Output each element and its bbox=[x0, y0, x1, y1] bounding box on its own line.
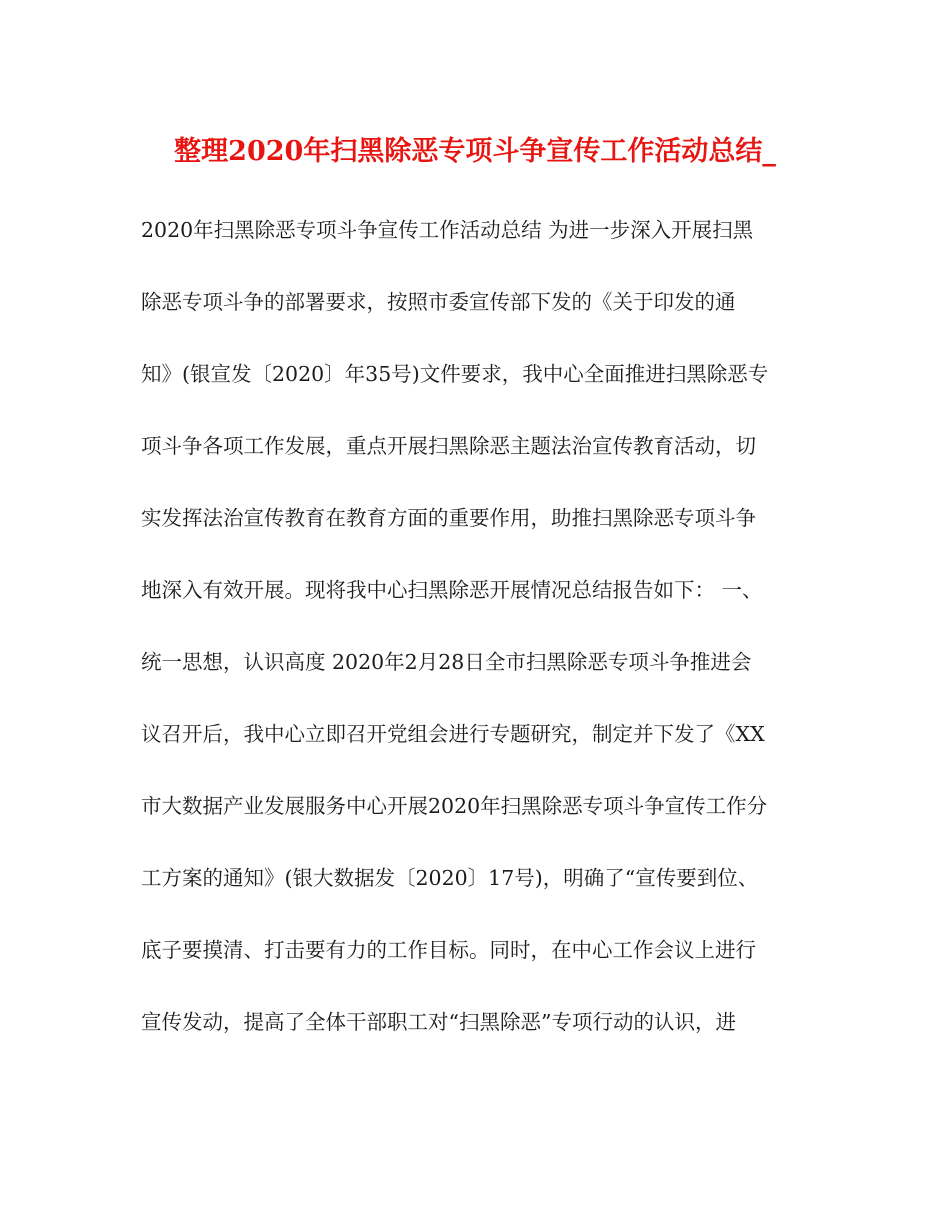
paragraph-line: 工方案的通知》(银大数据发〔2020〕17号)，明确了“宣传要到位、 bbox=[141, 866, 759, 890]
document-title: 整理2020年扫黑除恶专项斗争宣传工作活动总结_ bbox=[174, 136, 776, 167]
paragraph-line: 项斗争各项工作发展，重点开展扫黑除恶主题法治宣传教育活动，切 bbox=[141, 434, 756, 458]
paragraph-line: 议召开后，我中心立即召开党组会进行专题研究，制定并下发了《XX bbox=[141, 722, 765, 746]
paragraph-line: 市大数据产业发展服务中心开展2020年扫黑除恶专项斗争宣传工作分 bbox=[141, 794, 768, 818]
paragraph-line: 统一思想，认识高度 2020年2月28日全市扫黑除恶专项斗争推进会 bbox=[141, 650, 752, 674]
paragraph-line: 2020年扫黑除恶专项斗争宣传工作活动总结 为进一步深入开展扫黑 bbox=[141, 218, 754, 242]
paragraph-line: 知》(银宣发〔2020〕年35号)文件要求，我中心全面推进扫黑除恶专 bbox=[141, 362, 769, 386]
paragraph-line: 宣传发动，提高了全体干部职工对“扫黑除恶”专项行动的认识，进 bbox=[141, 1010, 736, 1034]
paragraph-line: 实发挥法治宣传教育在教育方面的重要作用，助推扫黑除恶专项斗争 bbox=[141, 506, 756, 530]
paragraph-line: 除恶专项斗争的部署要求，按照市委宣传部下发的《关于印发的通 bbox=[141, 290, 736, 314]
paragraph-line: 地深入有效开展。现将我中心扫黑除恶开展情况总结报告如下： 一、 bbox=[141, 578, 763, 602]
paragraph-line: 底子要摸清、打击要有力的工作目标。同时，在中心工作会议上进行 bbox=[141, 938, 756, 962]
